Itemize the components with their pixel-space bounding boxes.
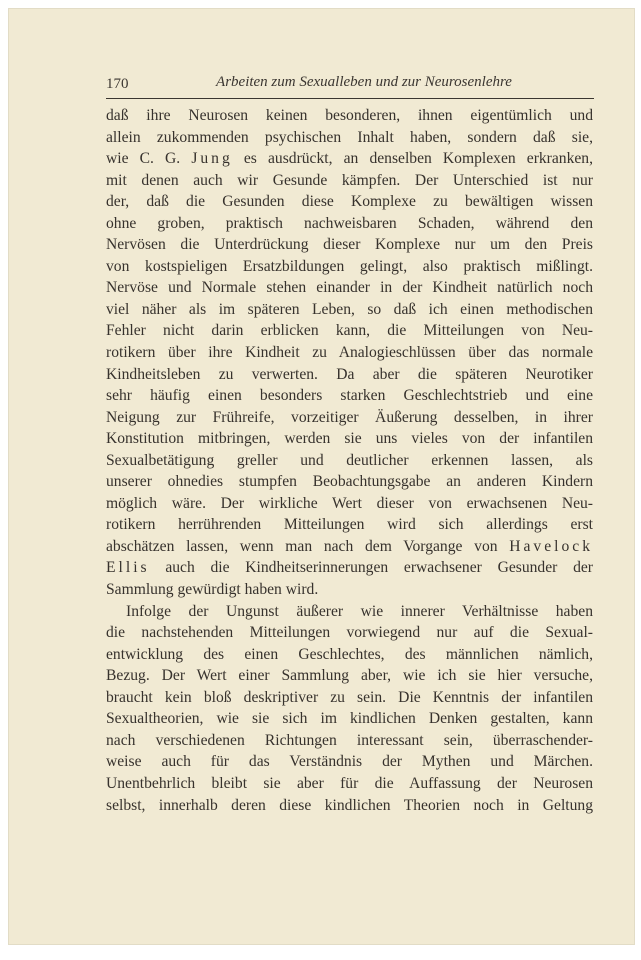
text-line: Neigung zur Frühreife, vorzeitiger Äußerung desselben, in ihrer <box>106 408 593 426</box>
text-line: Bezug. Der Wert einer Sammlung aber, wie ich sie hier versuche, <box>106 667 593 685</box>
text-line: Nervösen die Unterdrückung dieser Komplexe nur um den Preis <box>106 236 593 254</box>
header-rule <box>106 98 594 99</box>
text-line: Konstitution mitbringen, werden sie uns vieles von der infantilen <box>106 430 593 448</box>
text-line: sehr häufig einen besonders starken Geschlechtstrieb und eine <box>106 387 593 405</box>
text-line: Nervöse und Normale stehen einander in der Kindheit natürlich noch <box>106 279 593 297</box>
text-line: der, daß die Gesunden diese Komplexe zu bewältigen wissen <box>106 193 593 211</box>
text-line: Sexualbetätigung greller und deutlicher erkennen lassen, als <box>106 451 593 469</box>
text-line: von kostspieligen Ersatzbildungen gelingt, also praktisch mißlingt. <box>106 257 593 275</box>
text-line: unserer ohnedies stumpfen Beobachtungsgabe an anderen Kindern <box>106 473 593 491</box>
text-line: daß ihre Neurosen keinen besonderen, ihnen eigentümlich und <box>106 107 593 124</box>
text-line: allein zukommenden psychischen Inhalt haben, sondern daß sie, <box>106 128 593 146</box>
text-line: Fehler nicht darin erblicken kann, die Mitteilungen von Neu- <box>106 322 593 340</box>
text-line: mit denen auch wir Gesunde kämpfen. Der Unterschied ist nur <box>106 171 593 189</box>
text-line: Ellis auch die Kindheitserinnerungen erwachsener Gesunder der <box>106 559 593 577</box>
text-line: entwicklung des einen Geschlechtes, des männlichen nämlich, <box>106 645 593 663</box>
text-line: Kindheitsleben zu verwerten. Da aber die späteren Neurotiker <box>106 365 593 383</box>
text-line: braucht kein bloß deskriptiver zu sein. Die Kenntnis der infantilen <box>106 688 593 706</box>
running-header <box>106 74 592 96</box>
text-line: Infolge der Ungunst äußerer wie innerer Verhältnisse haben <box>126 602 593 620</box>
body-text <box>106 105 593 816</box>
text-line: die nachstehenden Mitteilungen vorwiegend nur auf die Sexual- <box>106 624 593 642</box>
text-line: weise auch für das Verständnis der Mythen und Märchen. <box>106 753 593 771</box>
text-line: Sammlung gewürdigt haben wird. <box>106 581 319 599</box>
text-line: selbst, innerhalb deren diese kindlichen Theorien noch in Geltung <box>106 796 593 814</box>
text-line: Sexualtheorien, wie sie sich im kindlichen Denken gestalten, kann <box>106 710 593 728</box>
text-line: rotikern über ihre Kindheit zu Analogieschlüssen über das normale <box>106 344 593 362</box>
text-line: möglich wäre. Der wirkliche Wert dieser von erwachsenen Neu- <box>106 494 593 512</box>
text-line: viel näher als im späteren Leben, so daß ich einen methodischen <box>106 300 593 318</box>
text-line: rotikern herrührenden Mitteilungen wird sich allerdings erst <box>106 516 593 534</box>
text-line: abschätzen lassen, wenn man nach dem Vorgange von Havelock <box>106 537 593 555</box>
text-line: Unentbehrlich bleibt sie aber für die Auffassung der Neurosen <box>106 774 593 792</box>
page-number: 170 <box>106 76 129 92</box>
text-line: ohne groben, praktisch nachweisbaren Schaden, während den <box>106 214 593 232</box>
text-line: nach verschiedenen Richtungen interessant sein, überraschender- <box>106 731 593 749</box>
running-title: Arbeiten zum Sexualleben und zur Neurosenlehre <box>216 74 512 90</box>
text-line: wie C. G. Jung es ausdrückt, an denselben Komplexen erkranken, <box>106 150 594 168</box>
